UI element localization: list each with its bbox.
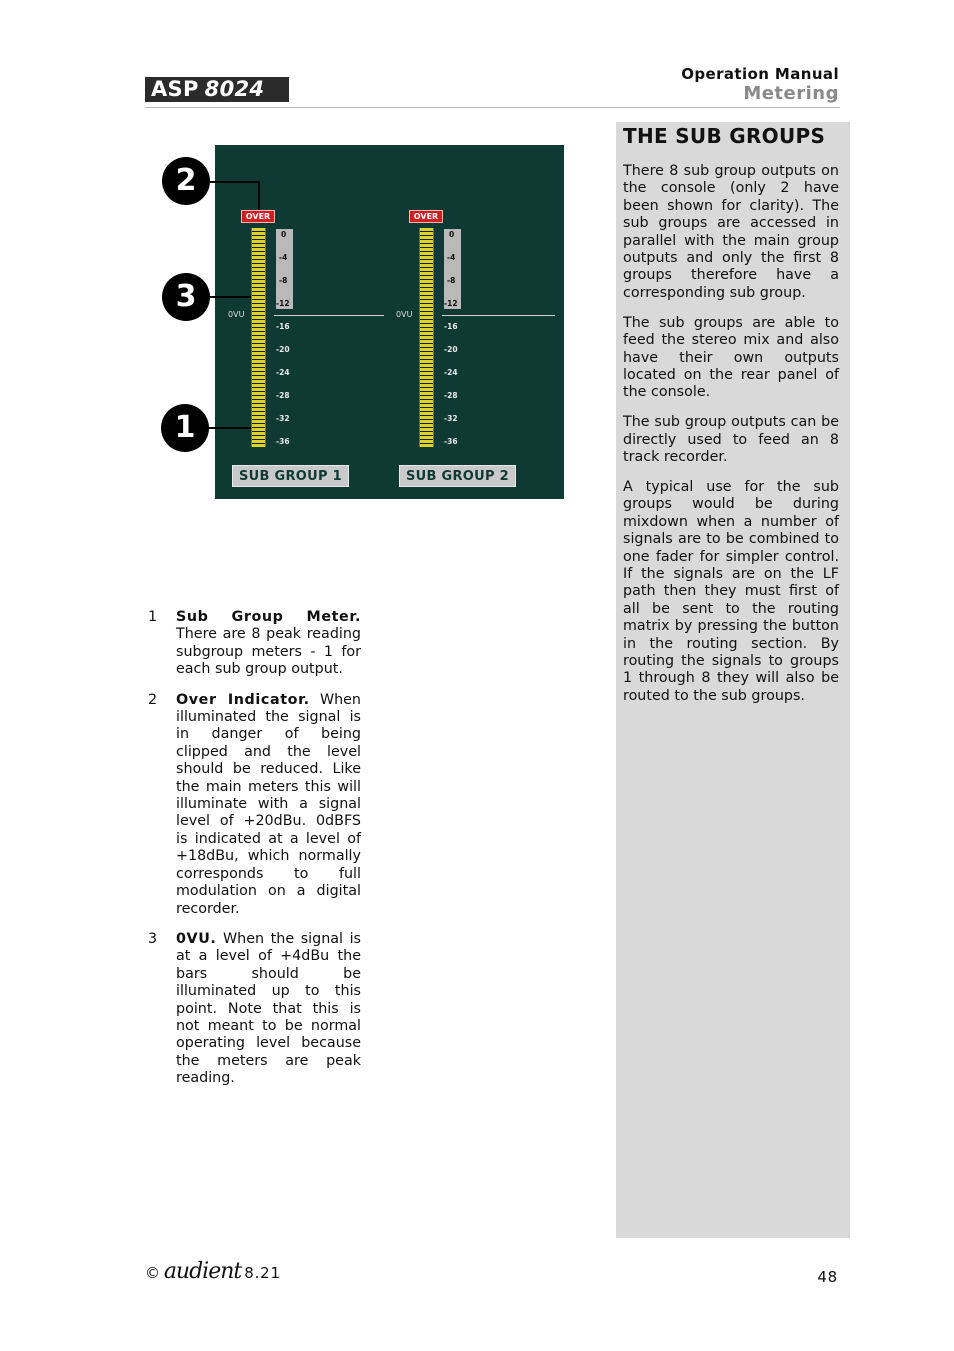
callout-1: 1 <box>161 404 209 452</box>
scale-highlight-1 <box>276 229 293 309</box>
scale-tick: -4 <box>447 253 456 262</box>
sidebar-paragraph: There 8 sub group outputs on the console (only 2 have been shown for clarity). The sub groups are accessed in parallel with the main group outputs and only the first 8 groups therefore have a corresponding sub group. <box>623 163 839 301</box>
sub-group-meter-2 <box>419 228 434 447</box>
callout-1-leader <box>209 427 251 429</box>
product-logo <box>145 77 289 102</box>
ovu-label-1: 0VU <box>228 310 245 319</box>
logo-model: 8024 <box>204 77 265 101</box>
meter-panel <box>215 145 564 499</box>
callout-2-leader <box>210 181 259 183</box>
callout-2-leader <box>258 181 260 210</box>
scale-tick: -24 <box>444 368 458 377</box>
page-number: 48 <box>817 1268 838 1286</box>
callout-3-leader <box>210 296 251 298</box>
scale-tick: -16 <box>444 322 458 331</box>
sub-group-meter-1 <box>251 228 266 447</box>
over-indicator-1: OVER <box>241 210 275 223</box>
scale-tick: -12 <box>276 299 290 308</box>
legend-item <box>148 931 361 1088</box>
footer-copyright <box>145 1259 281 1284</box>
legend-number: 1 <box>148 609 158 625</box>
zero-vu-line-1 <box>274 315 384 316</box>
legend-item <box>148 692 361 918</box>
legend-body <box>176 692 361 918</box>
scale-tick: -32 <box>276 414 290 423</box>
over-indicator-2: OVER <box>409 210 443 223</box>
legend-text: There are 8 peak reading subgroup meters - 1 for each sub group output. <box>176 626 361 678</box>
sidebar-title: THE SUB GROUPS <box>623 124 826 148</box>
legend-item <box>148 609 361 679</box>
sub-group-label-1: SUB GROUP 1 <box>232 465 349 487</box>
zero-vu-line-2 <box>442 315 555 316</box>
scale-highlight-2 <box>444 229 461 309</box>
legend-number: 2 <box>148 691 158 708</box>
legend-text: When the signal is at a level of +4dBu the bars should be illuminated up to this point. Note that this is not meant to be normal operating level because the meters are peak reading. <box>176 930 361 1087</box>
manual-title: Operation Manual <box>681 65 839 83</box>
version-number: 8.21 <box>244 1264 281 1282</box>
callout-2: 2 <box>162 157 210 205</box>
scale-tick: -12 <box>444 299 458 308</box>
logo-brand: ASP <box>151 77 199 101</box>
scale-tick: -20 <box>444 345 458 354</box>
scale-tick: -8 <box>279 276 288 285</box>
sidebar-paragraph: The sub groups are able to feed the stereo mix and also have their own outputs located on the rear panel of the console. <box>623 314 839 401</box>
scale-tick: -28 <box>276 391 290 400</box>
sidebar-text <box>623 163 839 718</box>
scale-tick: -24 <box>276 368 290 377</box>
scale-tick: 0 <box>281 230 287 239</box>
legend-number: 3 <box>148 930 158 947</box>
scale-tick: -28 <box>444 391 458 400</box>
scale-tick: -16 <box>276 322 290 331</box>
scale-tick: -36 <box>444 437 458 446</box>
scale-tick: -36 <box>276 437 290 446</box>
ovu-label-2: 0VU <box>396 310 413 319</box>
audient-logo: audient <box>163 1259 242 1284</box>
section-title: Metering <box>743 83 839 104</box>
callout-3: 3 <box>162 273 210 321</box>
legend-body <box>176 931 361 1088</box>
header-divider <box>145 107 840 108</box>
legend <box>148 609 361 1101</box>
sidebar-paragraph: The sub group outputs can be directly used to feed an 8 track recorder. <box>623 414 839 466</box>
scale-tick: 0 <box>449 230 455 239</box>
legend-title: Sub Group Meter. <box>176 609 361 625</box>
copyright-symbol: © <box>145 1264 161 1282</box>
sub-group-label-2: SUB GROUP 2 <box>399 465 516 487</box>
legend-text: When illuminated the signal is in danger of being clipped and the level should be reduced. Like the main meters this will illuminate with a signal level of +20dBu. 0dBFS is indicated at a level of +18dBu, which normally corresponds to full modulation on a digital recorder. <box>176 691 361 917</box>
scale-tick: -8 <box>447 276 456 285</box>
legend-title: Over Indicator. <box>176 691 310 708</box>
sidebar-paragraph: A typical use for the sub groups would be during mixdown when a number of signals are to be combined to one fader for simpler control. If the signals are on the LF path then they must first of all be sent to the routing matrix by pressing the button in the routing section. By routing the signals to groups 1 through 8 they will also be routed to the sub groups. <box>623 479 839 704</box>
legend-body <box>176 609 361 679</box>
scale-tick: -4 <box>279 253 288 262</box>
legend-title: 0VU. <box>176 930 217 947</box>
scale-tick: -32 <box>444 414 458 423</box>
scale-tick: -20 <box>276 345 290 354</box>
